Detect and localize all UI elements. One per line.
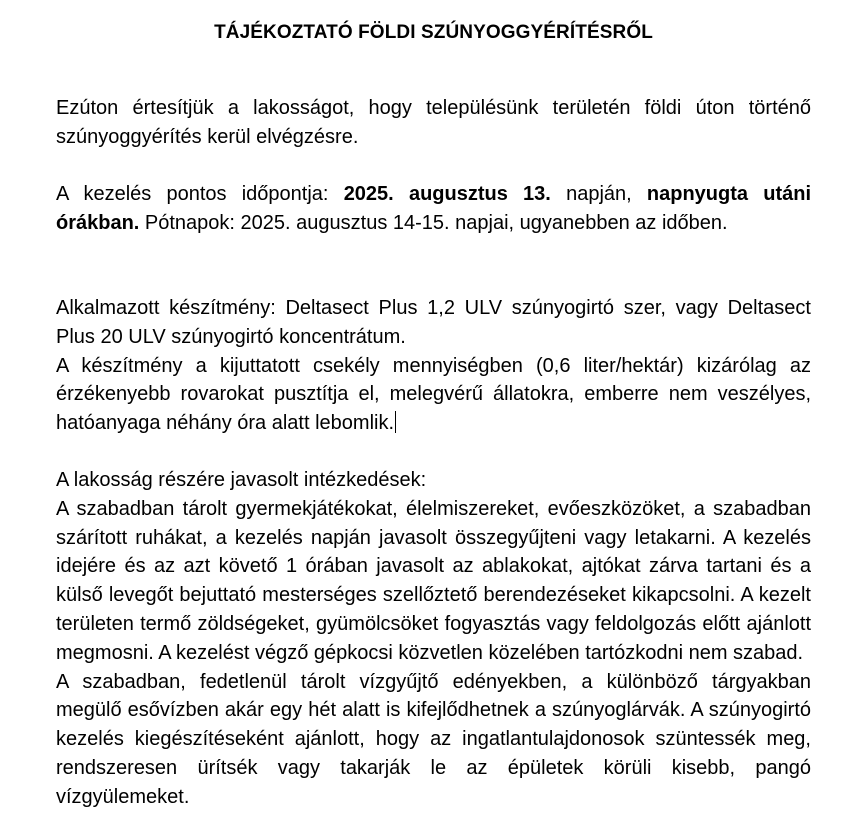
product-section (56, 294, 811, 438)
measures-paragraph: A szabadban tárolt gyermekjátékokat, élelmiszereket, evőeszközöket, a szabadban szárított ruhákat, a kezelés napján javasolt összegyűjteni vagy letakarni. A kezelés idejére és az azt követő 1 órában javasolt az ablakokat, ajtókat zárva tartani és a külső levegőt bejuttató mesterséges szellőztető berendezéseket kikapcsolni. A kezelt területen termő zöldségeket, gyümölcsöket fogyasztás vagy feldolgozás előtt ajánlott megmosni. A kezelést végző gépkocsi közvetlen közelében tartózkodni nem szabad. (56, 497, 811, 664)
schedule-paragraph (56, 180, 811, 238)
product-info-paragraph (56, 352, 811, 438)
intro-paragraph: Ezúton értesítjük a lakosságot, hogy településünk területén földi úton történő szúnyoggyérítés kerül elvégzésre. (56, 97, 811, 148)
water-paragraph: A szabadban, fedetlenül tárolt vízgyűjtő edényekben, a különböző tárgyakban megülő esővízben akár egy hét alatt is kifejlődhetnek a szúnyoglárvák. A szúnyogirtó kezelés kiegészítéseként ajánlott, hogy az ingatlantulajdonosok szüntessék meg, rendszeresen ürítsék vagy takarják le az épületek körüli kisebb, pangó vízgyülemeket. (56, 670, 811, 808)
product-info-text: A készítmény a kijuttatott csekély mennyiségben (0,6 liter/hektár) kizárólag az érzékenyebb rovarokat pusztítja el, melegvérű állatokra, emberre nem veszélyes, hatóanyaga néhány óra alatt lebomlik. (56, 354, 811, 435)
schedule-time: napnyugta utáni órákban. (56, 183, 812, 234)
schedule-prefix: A kezelés pontos időpontja: (56, 183, 344, 205)
schedule-section (56, 180, 811, 238)
schedule-middle: napján, (550, 183, 647, 205)
document-title: TÁJÉKOZTATÓ FÖLDI SZÚNYOGGYÉRÍTÉSRŐL (214, 22, 653, 43)
schedule-date: 2025. augusztus 13. (343, 183, 551, 205)
schedule-backup-days: Pótnapok: 2025. augusztus 14-15. napjai, ugyanebben az időben. (139, 211, 728, 234)
measures-heading: A lakosság részére javasolt intézkedések: (56, 469, 427, 491)
product-paragraph: Alkalmazott készítmény: Deltasect Plus 1,2 ULV szúnyogirtó szer, vagy Deltasect Plus 20 ULV szúnyogirtó koncentrátum. (56, 297, 811, 348)
measures-section (56, 466, 811, 812)
text-cursor (395, 411, 396, 433)
intro-section (56, 94, 811, 152)
